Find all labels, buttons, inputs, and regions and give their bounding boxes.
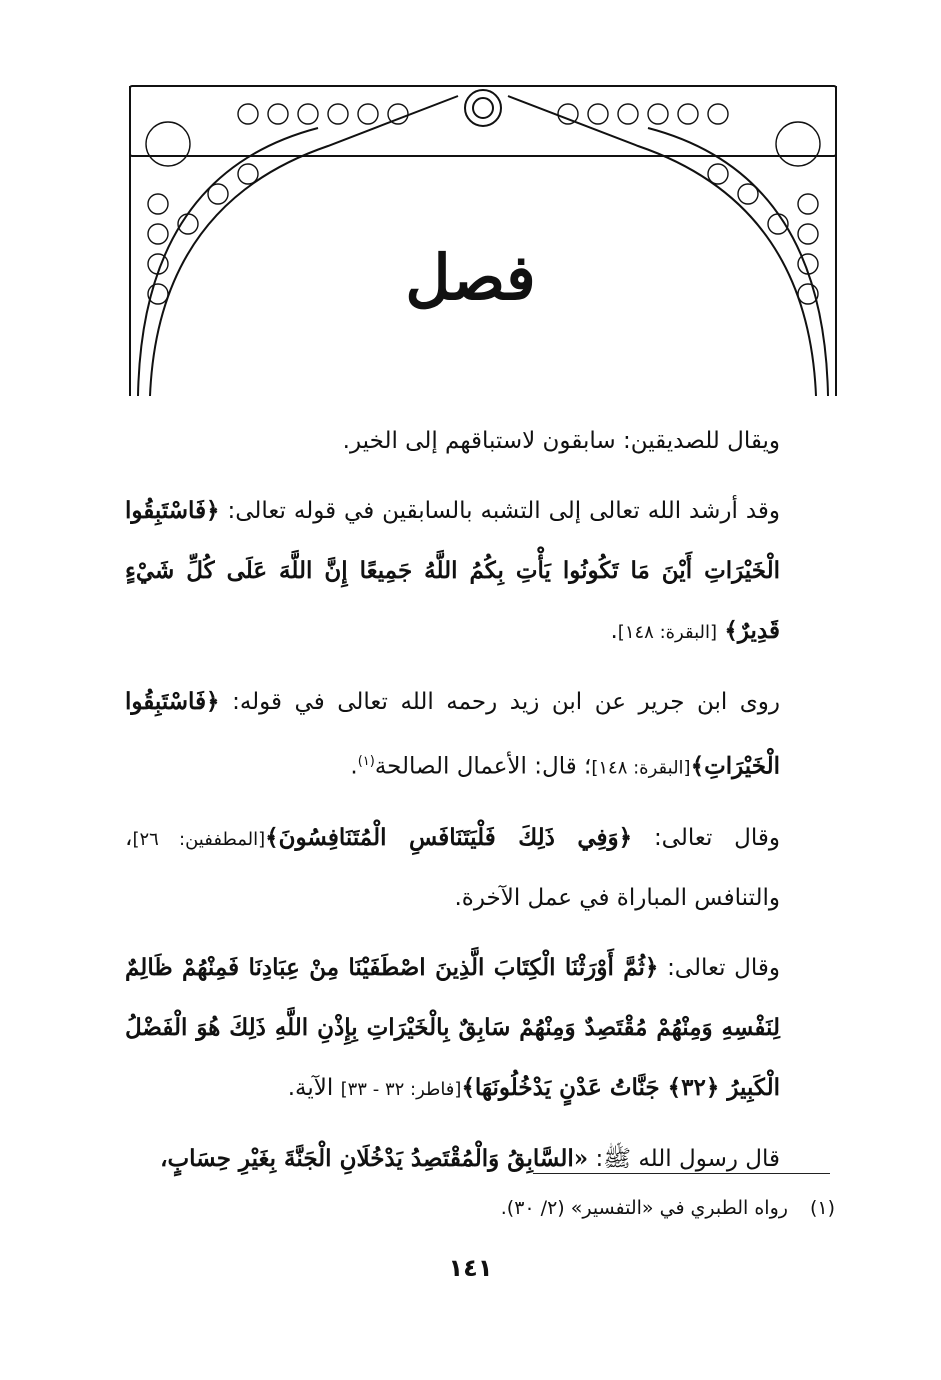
footnote-marker: (١) <box>357 754 375 769</box>
quran-quote: ﴿وَفِي ذَلِكَ فَلْيَتَنَافَسِ الْمُتَنَافِسُونَ﴾ <box>265 823 633 851</box>
footnote-text: رواه الطبري في «التفسير» (٢/ ٣٠). <box>500 1197 788 1219</box>
page-number: ١٤١ <box>448 1254 493 1282</box>
quran-quote: ﴿ثُمَّ أَوْرَثْنَا الْكِتَابَ الَّذِينَ اصْطَفَيْنَا مِنْ عِبَادِنَا فَمِنْهُمْ ظَالِمٌ لِنَفْسِهِ وَمِنْهُمْ مُقْتَصِدٌ وَمِنْهُمْ سَابِقٌ بِالْخَيْرَاتِ بِإِذْنِ اللَّهِ ذَلِكَ هُوَ الْفَضْلُ الْكَبِيرُ ﴿٣٢﴾ جَنَّاتُ عَدْنٍ يَدْخُلُونَهَا﴾ <box>125 953 780 1101</box>
punctuation: . <box>610 618 618 644</box>
paragraph <box>125 808 840 928</box>
paragraph-text: وقال تعالى: <box>653 824 780 851</box>
quran-quote: ﴿فَاسْتَبِقُوا الْخَيْرَاتِ أَيْنَ مَا تَكُونُوا يَأْتِ بِكُمُ اللَّهُ جَمِيعًا إِنَّ اللَّهَ عَلَى كُلِّ شَيْءٍ قَدِيرٌ﴾ <box>125 497 780 644</box>
quran-reference: [البقرة: ١٤٨] <box>591 757 691 779</box>
paragraph <box>125 672 840 798</box>
hadith-quote: «السَّابِقُ وَالْمُقْتَصِدُ يَدْخُلَانِ الْجَنَّةَ بِغَيْرِ حِسَابٍ، <box>160 1144 589 1172</box>
paragraph-text: وقد أرشد الله تعالى إلى التشبه بالسابقين في قوله تعالى: <box>227 498 781 524</box>
paragraph <box>125 481 840 662</box>
quran-reference: [البقرة: ١٤٨] <box>617 622 718 643</box>
quran-reference: [فاطر: ٣٢ - ٣٣] <box>340 1078 462 1100</box>
quran-quote: ﴿فَاسْتَبِقُوا الْخَيْرَاتِ﴾ <box>125 688 780 780</box>
punctuation: . <box>350 753 358 780</box>
body-text <box>125 412 840 1199</box>
paragraph-text: ويقال للصديقين: سابقون لاستباقهم إلى الخير. <box>342 428 780 454</box>
footnote-divider <box>533 1173 830 1174</box>
quran-reference: [المطففين: ٢٦] <box>132 828 266 850</box>
section-title: فصل <box>405 241 536 314</box>
footnote <box>300 1186 835 1230</box>
paragraph-text: وقال تعالى: <box>667 954 780 981</box>
paragraph-text: ، والتنافس المباراة في عمل الآخرة. <box>125 824 780 911</box>
paragraph <box>125 412 840 471</box>
footnote-number: (١) <box>809 1197 835 1219</box>
paragraph-text: قال رسول الله ﷺ: <box>595 1145 780 1172</box>
paragraph-text: ؛ قال: الأعمال الصالحة <box>374 753 592 780</box>
paragraph-text: الآية. <box>287 1074 334 1101</box>
paragraph <box>125 938 840 1119</box>
paragraph-text: روى ابن جرير عن ابن زيد رحمه الله تعالى في قوله: <box>232 689 780 715</box>
paragraph <box>125 1129 840 1189</box>
